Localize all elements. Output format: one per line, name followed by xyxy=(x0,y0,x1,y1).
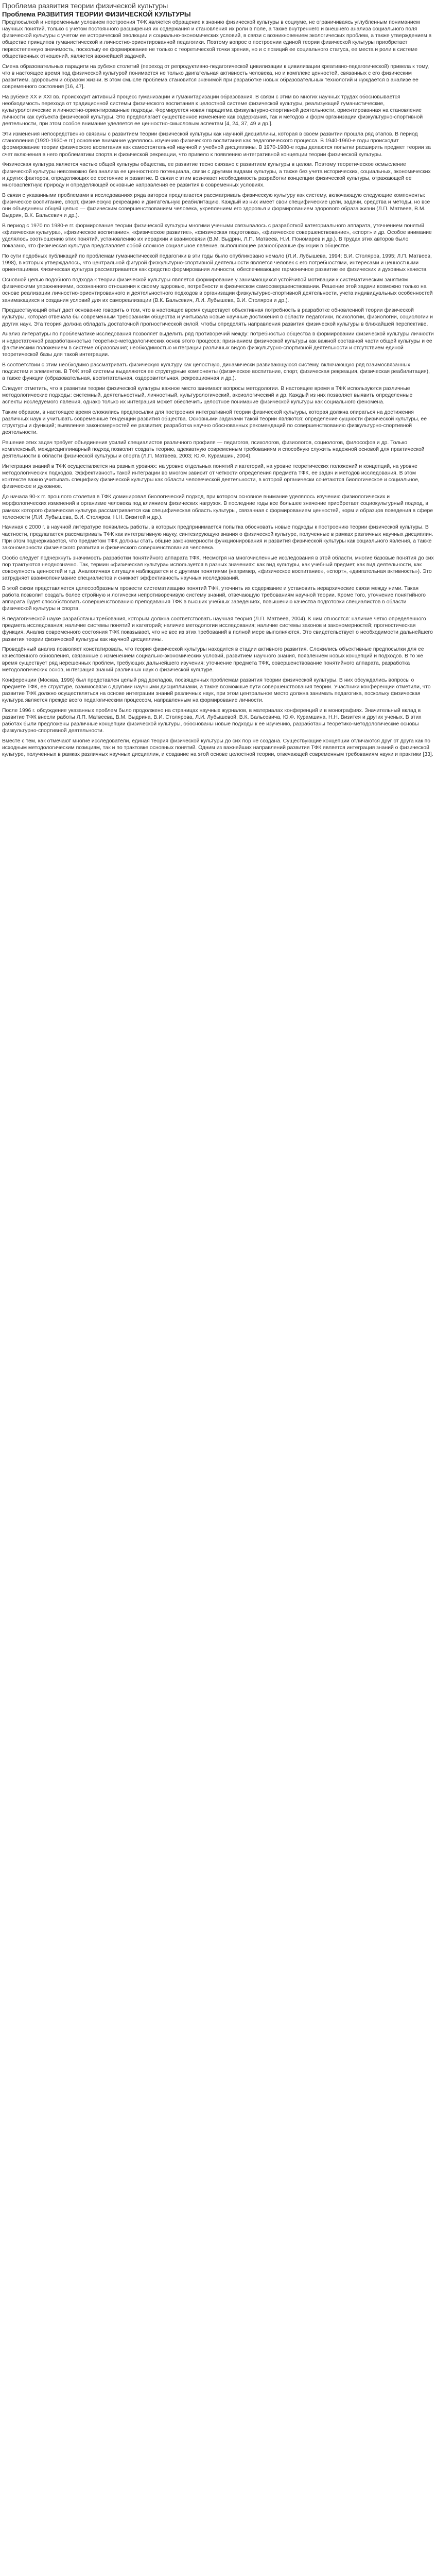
page-title: Проблема развития теории физической культуры xyxy=(2,2,168,10)
paragraph: После 1996 г. обсуждение указанных проблем было продолжено на страницах научных журналов, в материалах конференций и в монографиях. Значительный вклад в развитие ТФК внесли работы Л.П. Матвеева, В.М. Выдрина, В.И. Столярова, Л.И. Лубышевой, В.К. Бальсевича, Ю.Ф. Курамшина, Н.Н. Визитея и других ученых. В этих работах были предложены различные концепции физической культуры, обоснованы новые подходы к ее изучению, разработаны теоретико-методологические основы физкультурно-спортивной деятельности. xyxy=(2,707,422,734)
paragraph: В педагогической науке разработаны требования, которым должна соответствовать научная теория (Л.П. Матвеев, 2004). К ним относятся: наличие четко определенного предмета исследования; наличие системы понятий и категорий; наличие методологии исследования; наличие системы законов и закономерностей; прогностическая функция. Анализ современного состояния ТФК показывает, что не все из этих требований в полной мере выполняются. Это свидетельствует о необходимости дальнейшего развития теории физической культуры как научной дисциплины. xyxy=(2,616,433,642)
paragraph: Вместе с тем, как отмечают многие исследователи, единая теория физической культуры до сих пор не создана. Существующие концепции отличаются друг от друга как по исходным методологическим позициям, так и по трактовке основных понятий. Одним из важнейших направлений развития ТФК является интеграция знаний о физической культуре, полученных в рамках различных научных дисциплин, и создание на этой основе целостной теории, отвечающей современным требованиям науки и практики [33]. xyxy=(2,738,433,758)
paragraph: В период с 1970 по 1980-е гг. формирование теории физической культуры многими учеными связывалось с разработкой категориального аппарата, уточнением понятий «физическая культура», «физическое воспитание», «физическое развитие», «физическая подготовка», «физическое совершенствование», «спорт» и др. Особое внимание уделялось соотношению этих понятий, установлению их иерархии и взаимосвязи (В.М. Выдрин, Л.П. Матвеев, Н.И. Пономарев и др.). В трудах этих авторов было показано, что физическая культура представляет собой сложное социальное явление, выполняющее разнообразные функции в обществе. xyxy=(2,223,432,249)
paragraph: Смена образовательных парадигм на рубеже столетий (переход от репродуктивно-педагогической цивилизации к цивилизации креативно-педагогической) привела к тому, что в настоящее время под физической культурой понимается не только двигательная активность человека, но и комплекс ценностей, связанных с его физическим развитием, здоровьем и образом жизни. В этом смысле проблема становится значимой при разработке новых образовательных технологий и нуждается в анализе ее современного состояния [16, 47]. xyxy=(2,63,429,90)
paragraph: Решение этих задач требует объединения усилий специалистов различного профиля — педагогов, психологов, физиологов, социологов, философов и др. Только комплексный, междисциплинарный подход позволит создать теорию, адекватную современным требованиям и способную служить надежной основой для практической деятельности в области физической культуры и спорта (Л.П. Матвеев, 2003; Ю.Ф. Курамшин, 2004). xyxy=(2,439,425,460)
paragraph: Предшествующий опыт дает основание говорить о том, что в настоящее время существует объективная потребность в разработке обновленной теории физической культуры, которая отвечала бы современным требованиям общества и учитывала новые научные достижения в области педагогики, психологии, физиологии, социологии и других наук. Эта теория должна обладать достаточной прогностической силой, чтобы определять направления развития физической культуры в ближайшей перспективе. xyxy=(2,308,433,327)
article-body xyxy=(2,19,434,758)
paragraph: Таким образом, в настоящее время сложились предпосылки для построения интегративной теории физической культуры, которая должна опираться на достижения различных наук и учитывать современные тенденции развития общества. Основными задачами такой теории являются: определение сущности физической культуры, ее структуры и функций; выявление закономерностей ее развития; разработка научно обоснованных рекомендаций по совершенствованию физкультурно-спортивной деятельности. xyxy=(2,409,427,436)
paragraph: Конференции (Москва, 1996) был представлен целый ряд докладов, посвященных проблемам развития теории физической культуры. В них обсуждались вопросы о предмете ТФК, ее структуре, взаимосвязи с другими научными дисциплинами, а также возможные пути совершенствования теории. Участники конференции отметили, что развитие ТФК должно осуществляться на основе интеграции знаний различных наук, при этом центральное место должна занимать педагогика, поскольку физическая культура является прежде всего педагогическим процессом, направленным на формирование личности. xyxy=(2,677,431,703)
paragraph: Эти изменения непосредственно связаны с развитием теории физической культуры как научной дисциплины, которая в своем развитии прошла ряд этапов. В период становления (1920-1930-е гг.) основное внимание уделялось изучению физического воспитания как педагогического процесса. В 1940-1960-е годы происходит формирование теории физического воспитания как самостоятельной научной и учебной дисциплины. В 1970-1980-е годы делаются попытки расширить предмет теории за счет включения в него проблематики спорта и физической рекреации, что привело к появлению интегративной концепции теории физической культуры. xyxy=(2,131,431,158)
paragraph: По сути подобных публикаций по проблемам гуманистической педагогики в эти годы было опубликовано немало (Л.И. Лубышева, 1994; В.И. Столяров, 1995; Л.П. Матвеев, 1998), в которых утверждалось, что центральной фигурой физкультурно-спортивной деятельности является человек с его потребностями, интересами и ценностными ориентациями. Физическая культура рассматривается как средство формирования личности, обеспечивающее гармоничное развитие ее физических и духовных качеств. xyxy=(2,253,432,273)
paragraph: Основной целью подобного подхода к теории физической культуры является формирование у занимающихся устойчивой мотивации к систематическим занятиям физическими упражнениями, осознанного отношения к своему здоровью, потребности в физическом самосовершенствовании. Решение этой задачи возможно только на основе реализации личностно-ориентированного и деятельностного подходов в организации физкультурно-спортивной деятельности, учета индивидуальных особенностей занимающихся и создания условий для их самореализации (В.К. Бальсевич, Л.И. Лубышева, В.И. Столяров и др.). xyxy=(2,277,433,303)
paragraph: Интеграция знаний в ТФК осуществляется на разных уровнях: на уровне отдельных понятий и категорий, на уровне теоретических положений и концепций, на уровне методологических подходов. Эффективность такой интеграции во многом зависит от четкости определения предмета ТФК, ее задач и методов исследования. В этом контексте важно учитывать специфику физической культуры как области человеческой деятельности, в которой органически сочетаются биологическое и социальное, физическое и духовное. xyxy=(2,463,420,490)
paragraph: Проведённый анализ позволяет констатировать, что теория физической культуры находится в стадии активного развития. Сложились объективные предпосылки для ее качественного обновления, связанные с изменением социально-экономических условий, развитием научного знания, появлением новых концепций и подходов. В то же время существует ряд нерешенных проблем, требующих дальнейшего изучения: уточнение предмета ТФК, совершенствование понятийного аппарата, разработка методологических основ, интеграция знаний различных наук о физической культуре. xyxy=(2,647,424,673)
paragraph: Начиная с 2000 г. в научной литературе появились работы, в которых предпринимается попытка обосновать новые подходы к построению теории физической культуры. В частности, предлагается рассматривать ТФК как интегративную науку, синтезирующую знания о физической культуре, полученные в рамках различных научных дисциплин. При этом подчеркивается, что предметом ТФК должны стать общие закономерности функционирования и развития физической культуры как социального явления, а также закономерности физического развития и физического совершенствования человека. xyxy=(2,524,433,551)
paragraph: В соответствии с этим необходимо рассматривать физическую культуру как целостную, динамически развивающуюся систему, включающую ряд взаимосвязанных подсистем и элементов. В ТФК этой системы выделяются ее структурные компоненты (физическое воспитание, спорт, физическая рекреация, физическая реабилитация), а также функции (образовательная, воспитательная, оздоровительная, рекреационная и др.). xyxy=(2,362,430,381)
article-heading: Проблема РАЗВИТИЯ ТЕОРИИ ФИЗИЧЕСКОЙ КУЛЬТУРЫ xyxy=(2,10,191,18)
paragraph: Анализ литературы по проблематике исследования позволяет выделить ряд противоречий между: потребностью общества в формировании физической культуры личности и недостаточной разработанностью теоретико-методологических основ этого процесса; признанием физической культуры как важной составной части общей культуры и ее фактическим положением в системе образования; необходимостью интеграции различных видов физкультурно-спортивной деятельности и отсутствием единой теоретической базы для такой интеграции. xyxy=(2,331,434,358)
paragraph: В этой связи представляется целесообразным провести систематизацию понятий ТФК, уточнить их содержание и установить иерархические связи между ними. Такая работа позволит создать более стройную и логически непротиворечивую систему знаний, отвечающую требованиям научной теории. Кроме того, уточнение понятийного аппарата будет способствовать совершенствованию преподавания ТФК в высших учебных заведениях, повышению качества подготовки специалистов в области физической культуры и спорта. xyxy=(2,585,426,612)
paragraph: Особо следует подчеркнуть значимость разработки понятийного аппарата ТФК. Несмотря на многочисленные исследования в этой области, многие базовые понятия до сих пор трактуются неоднозначно. Так, термин «физическая культура» используется в разных значениях: как вид культуры, как учебный предмет, как вид деятельности, как совокупность ценностей и т.д. Аналогичная ситуация наблюдается и с другими понятиями (например, «физическое воспитание», «спорт», «двигательная активность»). Это затрудняет взаимопонимание специалистов и снижает эффективность научных исследований. xyxy=(2,555,434,582)
paragraph: На рубеже XX и XXI вв. происходит активный процесс гуманизации и гуманитаризации образования. В связи с этим во многих научных трудах обосновывается необходимость перехода от традиционной системы физического воспитания к целостной системе физической культуры, реализующей гуманистические, культурологические и личностно-ориентированные подходы. Формируется новая парадигма физкультурно-спортивной деятельности, ориентированная на становление личности как субъекта физической культуры. Это предполагает существенное изменение как содержания, так и методов и форм организации физкультурно-спортивной деятельности, при этом особое внимание уделяется ее ценностно-смысловым аспектам [4, 24, 37, 49 и др.]. xyxy=(2,94,423,127)
document-page xyxy=(0,0,436,762)
paragraph: В связи с указанными проблемами в исследованиях ряда авторов предлагается рассматривать физическую культуру как систему, включающую следующие компоненты: физическое воспитание, спорт, физическую рекреацию и двигательную реабилитацию. Каждый из них имеет свои специфические цели, задачи, средства и методы, но все они объединены общей целью — физическим совершенствованием человека, укреплением его здоровья и формированием здорового образа жизни (Л.П. Матвеев, В.М. Выдрин, В.К. Бальсевич и др.). xyxy=(2,192,430,219)
paragraph: Следует отметить, что в развитии теории физической культуры важное место занимают вопросы методологии. В настоящее время в ТФК используются различные методологические подходы: системный, деятельностный, личностный, культурологический, аксиологический и др. Каждый из них позволяет выявить определенные аспекты исследуемого явления, однако только их интеграция может обеспечить целостное понимание физической культуры как социального феномена. xyxy=(2,385,413,405)
paragraph: До начала 90-х гг. прошлого столетия в ТФК доминировал биологический подход, при котором основное внимание уделялось изучению физиологических и морфологических изменений в организме человека под влиянием физических нагрузок. В последние годы все большее значение приобретает социокультурный подход, в рамках которого физическая культура рассматривается как специфическая область культуры, связанная с формированием ценностей, норм и образцов поведения в сфере телесности (Л.И. Лубышева, В.И. Столяров, Н.Н. Визитей и др.). xyxy=(2,494,433,520)
paragraph: Физическая культура является частью общей культуры общества, ее развитие тесно связано с развитием культуры в целом. Поэтому теоретическое осмысление физической культуры невозможно без анализа ее ценностного потенциала, связи с другими видами культуры, а также без учета исторических, социальных, экономических и других факторов, определяющих ее состояние и развитие. В связи с этим возникает необходимость разработки концепции физической культуры, отражающей ее многоаспектную природу и определяющей основные направления ее развития в современных условиях. xyxy=(2,162,431,188)
paragraph: Предпосылкой и непременным условием построения ТФК является обращение к знанию физической культуры в социуме, не ограничиваясь углубленным пониманием научных понятий, только с учетом постоянного расширения их содержания и становления их роли в поле, а также внутреннего и внешнего анализа социального поля физической культуры с учетом ее исторической эволюции и социально-экономических условий, в связи с возникновением экологических проблем, а также утверждением в обществе принципов гуманистической и личностно-ориентированной педагогики. Поэтому вопрос о построении единой теории физической культуры приобретает первостепенную значимость, поскольку ее формирование не только с теоретической точки зрения, но и с позиций ее социального статуса, ее места и роли в системе общественных отношений, является важнейшей задачей. xyxy=(2,20,432,59)
